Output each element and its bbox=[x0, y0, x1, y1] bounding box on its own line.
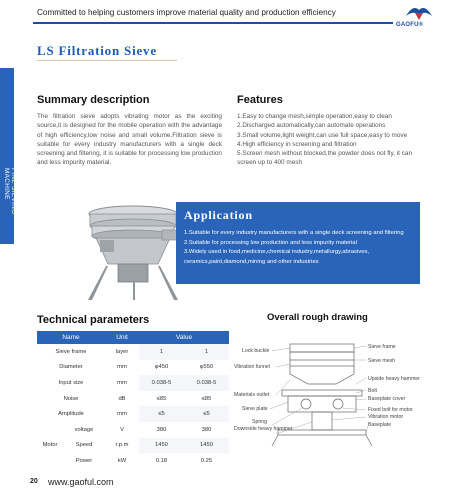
param-value: 1 bbox=[139, 344, 184, 360]
header-rule bbox=[33, 22, 393, 24]
param-value: φ550 bbox=[199, 364, 214, 371]
application-heading: Application bbox=[184, 208, 253, 222]
table-row bbox=[37, 360, 229, 376]
table-row bbox=[37, 453, 229, 469]
motor-group-cell bbox=[37, 453, 105, 469]
table-row bbox=[37, 391, 229, 407]
feature-item: 4.High efficiency in screening and filtration bbox=[237, 140, 357, 148]
feature-item: 5.Screen mesh without blocked,the powder does not fly, it can screen up to 400 mesh bbox=[237, 150, 413, 167]
feature-item: 2.Discharged automatically,can automate operations bbox=[237, 122, 386, 130]
param-name: Power bbox=[75, 457, 93, 464]
drawing-heading: Overall rough drawing bbox=[267, 312, 368, 323]
param-value: φ450 bbox=[154, 364, 169, 371]
drawing-label: Bolt bbox=[368, 388, 377, 394]
param-value: 0.038-5 bbox=[184, 375, 229, 391]
drawing-label: Sieve mesh bbox=[368, 358, 396, 364]
header-tagline: Committed to helping customers improve material quality and production efficiency bbox=[37, 8, 336, 17]
param-name: Diameter bbox=[59, 364, 83, 371]
drawing-label: Sieve frame bbox=[368, 344, 396, 350]
param-unit: V bbox=[120, 426, 124, 433]
column-header-name: Name bbox=[37, 331, 105, 344]
feature-item: 3.Small volume,light weight,can use full space,easy to move bbox=[237, 131, 408, 139]
feature-item: 1.Easy to change mesh,simple operation,easy to clean bbox=[237, 113, 392, 120]
drawing-label: Downside heavy hammer bbox=[234, 426, 293, 432]
eagle-logo-icon bbox=[404, 2, 434, 22]
param-value: ≤5 bbox=[184, 406, 229, 422]
param-name: Sieve frame bbox=[55, 348, 87, 355]
summary-heading: Summary description bbox=[37, 94, 150, 106]
drawing-label: Baseplate bbox=[368, 422, 392, 428]
param-unit: layer bbox=[115, 348, 129, 355]
table-row bbox=[37, 438, 229, 454]
drawing-label: Upside heavy hammer bbox=[368, 376, 420, 382]
param-value: 1 bbox=[184, 344, 229, 360]
application-item: 3.Widely used in food,medicine,chemical industry,metallurgy,abrasives, ceramics,paint,diamond,mining and other industries bbox=[184, 249, 370, 265]
motor-group-cell bbox=[37, 438, 105, 454]
parameters-table bbox=[37, 331, 229, 469]
param-name: voltage bbox=[74, 426, 94, 433]
motor-group-cell bbox=[37, 422, 105, 438]
drawing-label: Spring bbox=[252, 419, 267, 425]
column-header-unit: Unit bbox=[105, 331, 139, 344]
technical-heading: Technical parameters bbox=[37, 314, 150, 326]
param-unit: mm bbox=[117, 379, 127, 386]
column-header-value: Value bbox=[139, 331, 229, 344]
application-list bbox=[184, 229, 416, 267]
table-row bbox=[37, 406, 229, 422]
rough-drawing bbox=[232, 330, 452, 480]
motor-label: Motor bbox=[42, 442, 58, 449]
param-value: 380 bbox=[201, 426, 212, 433]
drawing-label: Vibration funnel bbox=[234, 364, 270, 370]
param-unit: mm bbox=[117, 411, 127, 418]
drawing-label: Sieve plate bbox=[242, 406, 268, 412]
features-list bbox=[237, 112, 422, 168]
param-name: Amplitude bbox=[58, 411, 84, 418]
application-item: 2.Suitable for processing low production and less impurity material bbox=[184, 239, 357, 246]
drawing-label: Materials outlet bbox=[234, 392, 270, 398]
table-row bbox=[37, 422, 229, 438]
param-value: ≤85 bbox=[156, 395, 167, 402]
param-unit: kW bbox=[117, 457, 127, 464]
summary-text: The filtration sieve adopts vibrating motor as the exciting source,it is designed for the mobile operation with the advantage of high efficiency,low noise and small volume.Filtration sieve is suitable for every industry manufacturers with a single deck screening and filtering, it is suitable for processing low production and less impurity material. bbox=[37, 113, 222, 167]
page-number: 20 bbox=[30, 478, 38, 485]
drawing-label: Fixed bolt for motor bbox=[368, 407, 413, 413]
table-header-row bbox=[37, 331, 229, 344]
param-value: 380 bbox=[156, 426, 167, 433]
application-box bbox=[176, 202, 420, 284]
product-photo bbox=[78, 180, 188, 305]
side-tab-label: FINE SIEVING MACHINE bbox=[3, 168, 17, 215]
brand-name: GAOFU® bbox=[396, 22, 424, 28]
side-tab bbox=[0, 68, 17, 244]
param-value: ≤85 bbox=[201, 395, 212, 402]
application-item: 1.Suitable for every industry manufacturers with a single deck screening and filtering bbox=[184, 230, 404, 236]
drawing-label: Baseplate cover bbox=[368, 396, 406, 402]
param-value: 1450 bbox=[184, 438, 229, 454]
drawing-label: Lock buckle bbox=[242, 348, 270, 354]
param-value: 0.038-5 bbox=[139, 375, 184, 391]
drawing-label: Vibration motor bbox=[368, 414, 404, 420]
param-name: Speed bbox=[75, 442, 93, 449]
table-row bbox=[37, 375, 229, 391]
param-unit: dB bbox=[118, 395, 126, 402]
param-value: 0.18 bbox=[155, 457, 168, 464]
param-unit: mm bbox=[117, 364, 127, 371]
param-name: Input size bbox=[58, 379, 84, 386]
param-name: Noise bbox=[63, 395, 79, 402]
features-heading: Features bbox=[237, 94, 283, 106]
table-row bbox=[37, 344, 229, 360]
param-value: 0.25 bbox=[200, 457, 213, 464]
param-unit: r.p.m bbox=[115, 442, 129, 449]
footer-url[interactable]: www.gaoful.com bbox=[48, 477, 114, 487]
page-title: LS Filtration Sieve bbox=[37, 43, 157, 58]
title-divider bbox=[37, 60, 177, 61]
brand-logo bbox=[394, 2, 446, 32]
param-value: ≤5 bbox=[139, 406, 184, 422]
param-value: 1450 bbox=[139, 438, 184, 454]
